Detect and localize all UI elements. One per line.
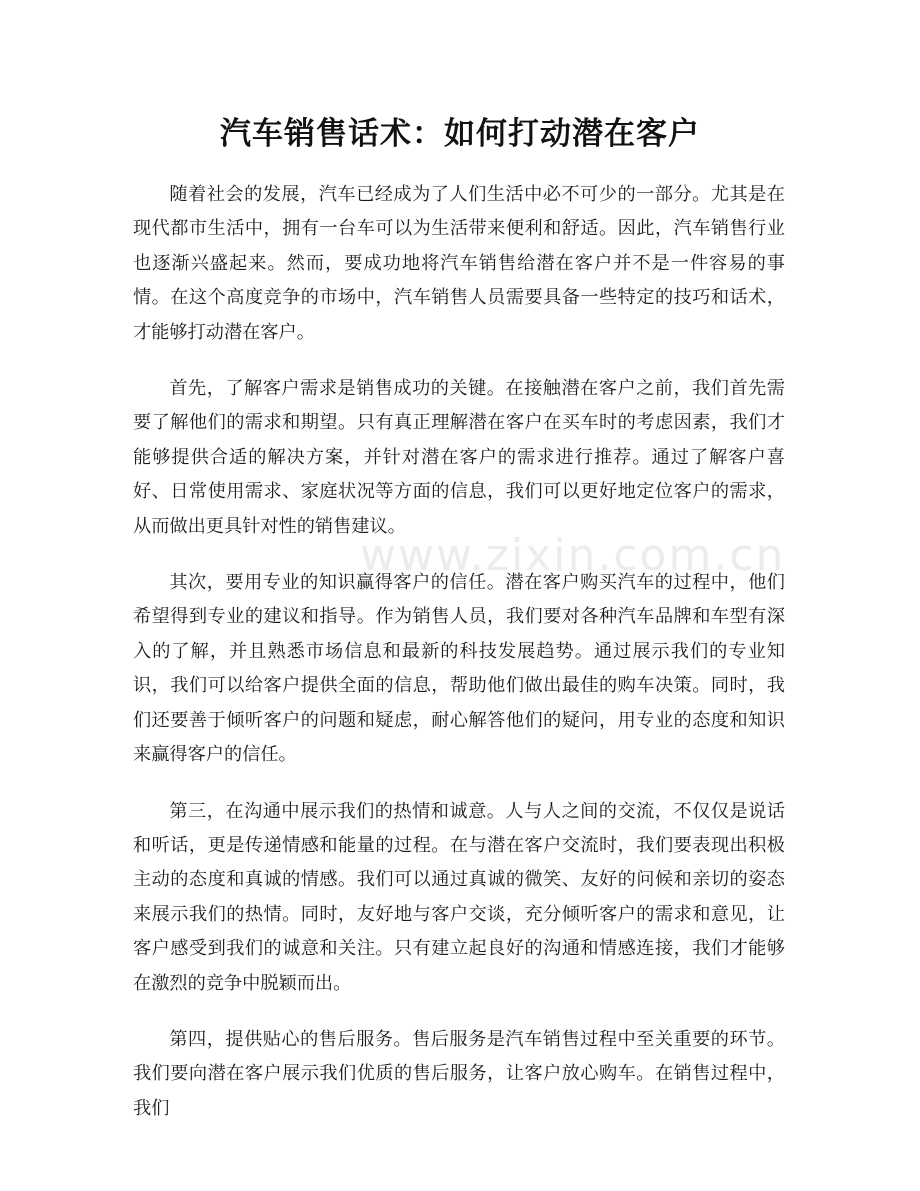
paragraph-intro: 随着社会的发展，汽车已经成为了人们生活中必不可少的一部分。尤其是在现代都市生活中，拥有一台车可以为生活带来便利和舒适。因此，汽车销售行业也逐渐兴盛起来。然而，要成功地将汽车销售给潜在客户并不是一件容易的事情。在这个高度竞争的市场中，汽车销售人员需要具备一些特定的技巧和话术，才能够打动潜在客户。 — [133, 184, 785, 343]
document-title: 汽车销售话术：如何打动潜在客户 — [220, 116, 700, 152]
paragraph-fourth: 第四，提供贴心的售后服务。售后服务是汽车销售过程中至关重要的环节。我们要向潜在客户展示我们优质的售后服务，让客户放心购车。在销售过程中，我们 — [133, 1028, 785, 1119]
document-body — [133, 178, 785, 1148]
watermark: www.zixin.com.cn — [360, 530, 786, 581]
paragraph-first: 首先，了解客户需求是销售成功的关键。在接触潜在客户之前，我们首先需要了解他们的需求和期望。只有真正理解潜在客户在买车时的考虑因素，我们才能够提供合适的解决方案，并针对潜在客户的需求进行推荐。通过了解客户喜好、日常使用需求、家庭状况等方面的信息，我们可以更好地定位客户的需求，从而做出更具针对性的销售建议。 — [133, 378, 785, 537]
paragraph-second: 其次，要用专业的知识赢得客户的信任。潜在客户购买汽车的过程中，他们希望得到专业的建议和指导。作为销售人员，我们要对各种汽车品牌和车型有深入的了解，并且熟悉市场信息和最新的科技发展趋势。通过展示我们的专业知识，我们可以给客户提供全面的信息，帮助他们做出最佳的购车决策。同时，我们还要善于倾听客户的问题和疑虑，耐心解答他们的疑问，用专业的态度和知识来赢得客户的信任。 — [133, 572, 785, 766]
paragraph-third: 第三，在沟通中展示我们的热情和诚意。人与人之间的交流，不仅仅是说话和听话，更是传递情感和能量的过程。在与潜在客户交流时，我们要表现出积极主动的态度和真诚的情感。我们可以通过真诚的微笑、友好的问候和亲切的姿态来展示我们的热情。同时，友好地与客户交谈，充分倾听客户的需求和意见，让客户感受到我们的诚意和关注。只有建立起良好的沟通和情感连接，我们才能够在激烈的竞争中脱颖而出。 — [133, 800, 785, 994]
